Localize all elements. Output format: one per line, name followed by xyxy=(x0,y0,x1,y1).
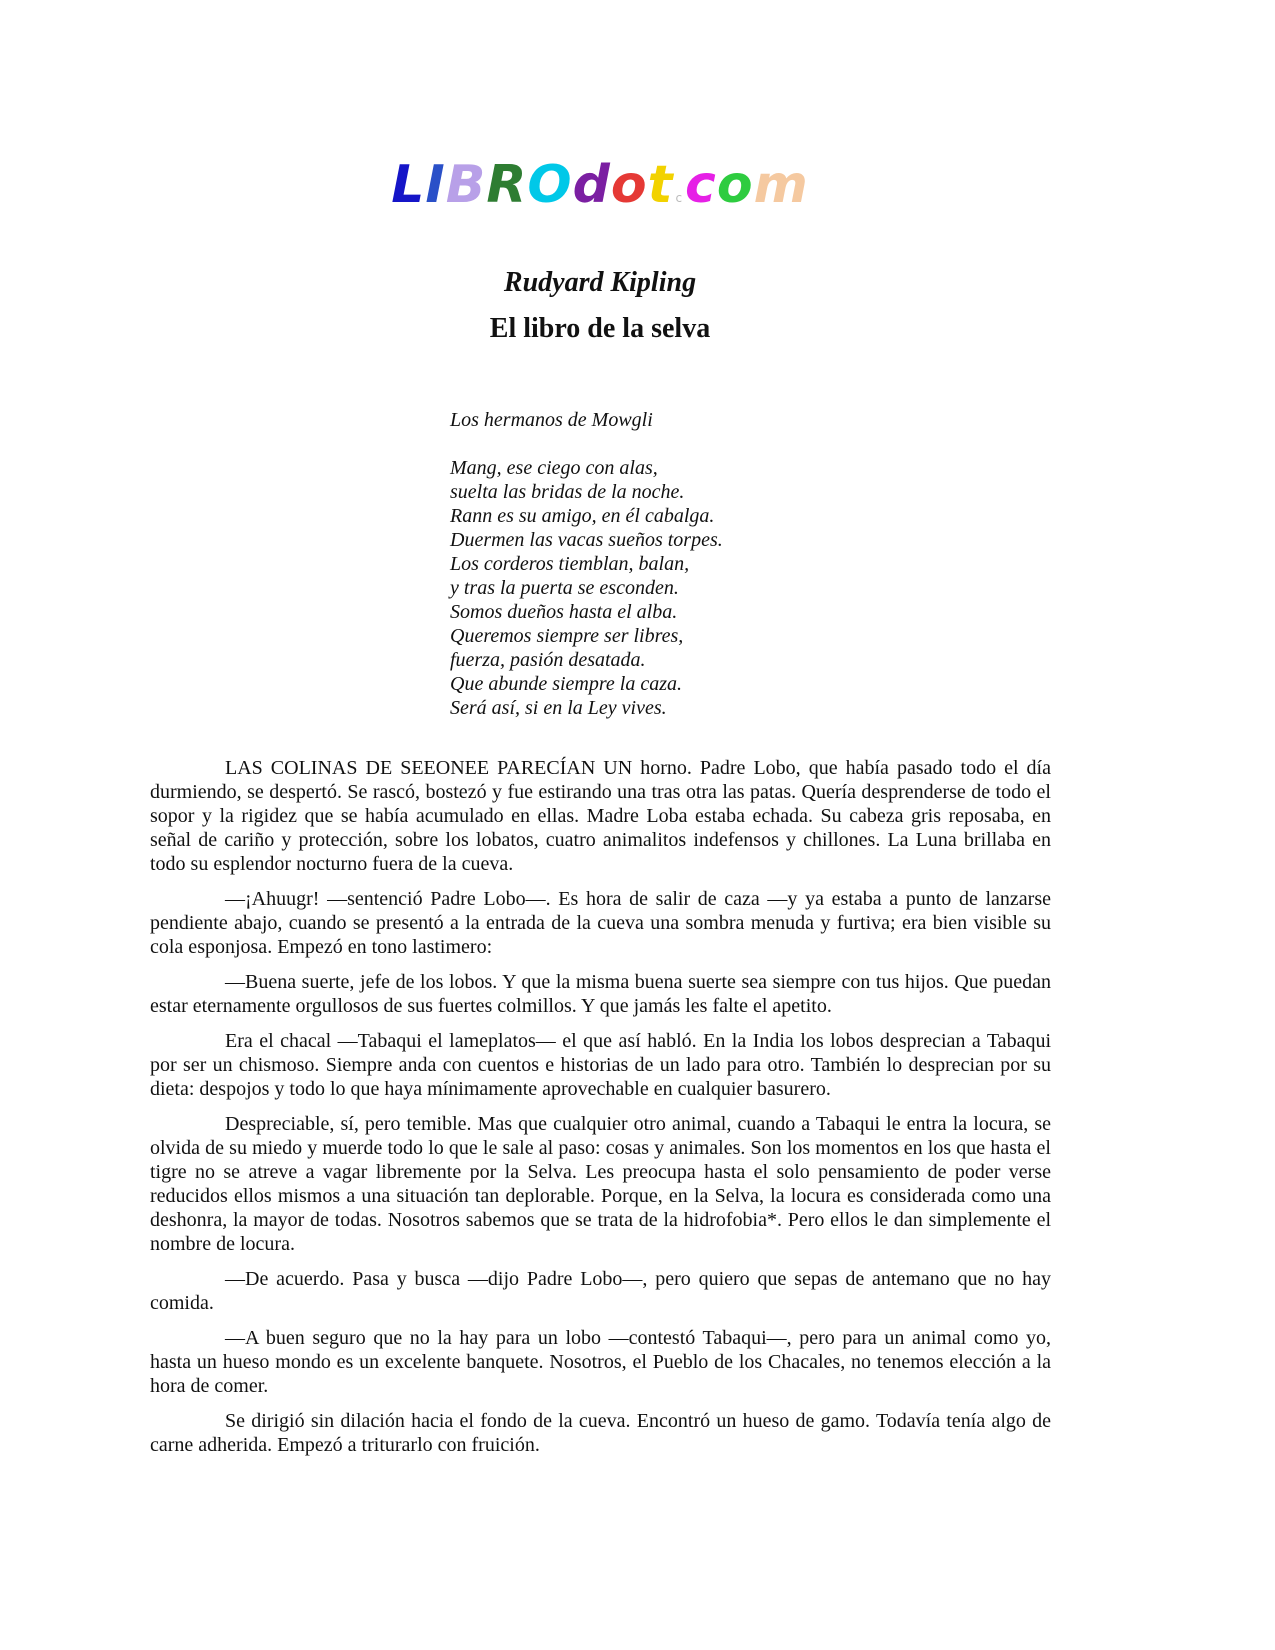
logo-letter: O xyxy=(527,155,573,215)
author-name: Rudyard Kipling xyxy=(503,267,697,298)
poem-line: suelta las bridas de la noche. xyxy=(450,481,685,503)
body-paragraph: —A buen seguro que no la hay para un lobo —contestó Tabaqui—, pero para un animal como yo, hasta un hueso mondo es un excelente banquete. Nosotros, el Pueblo de los Chacales, no tenemos elección a la hora de comer. xyxy=(150,1327,1051,1397)
logo-letter: B xyxy=(445,155,487,215)
logo-letter: o xyxy=(716,155,754,215)
poem-line: Será así, si en la Ley vives. xyxy=(450,697,667,719)
logo-copyright-mark: c xyxy=(675,191,684,205)
body-text xyxy=(150,756,1051,1468)
logo-letter: L xyxy=(391,155,426,215)
book-title: El libro de la selva xyxy=(489,313,711,344)
poem-line: Duermen las vacas sueños torpes. xyxy=(450,529,723,551)
chapter-title: Los hermanos de Mowgli xyxy=(450,409,653,431)
logo-letter: t xyxy=(647,155,674,215)
logo-letter: R xyxy=(486,155,528,215)
body-paragraph: —Buena suerte, jefe de los lobos. Y que la misma buena suerte sea siempre con tus hijos. Que puedan estar eternamente orgullosos de sus fuertes colmillos. Y que jamás les falte el apetito. xyxy=(150,971,1051,1017)
site-logo xyxy=(0,150,1200,233)
poem-line: Los corderos tiemblan, balan, xyxy=(450,553,690,575)
body-paragraph: LAS COLINAS DE SEEONEE PARECÍAN UN horno. Padre Lobo, que había pasado todo el día durmiendo, se despertó. Se rascó, bostezó y fue estirando una tras otra las patas. Quería desprenderse de todo el sopor y la rigidez que se había acumulado en ellas. Madre Loba estaba echada. Su cabeza gris reposaba, en señal de cariño y protección, sobre los lobatos, cuatro animalitos indefensos y chillones. La Luna brillaba en todo su esplendor nocturno fuera de la cueva. xyxy=(150,757,1051,875)
logo-letter: c xyxy=(685,155,717,215)
poem-line: fuerza, pasión desatada. xyxy=(450,649,646,671)
body-paragraph: Era el chacal —Tabaqui el lameplatos— el que así habló. En la India los lobos desprecian a Tabaqui por ser un chismoso. Siempre anda con cuentos e historias de un lado para otro. También lo desprecian por su dieta: despojos y todo lo que haya mínimamente aprovechable en cualquier basurero. xyxy=(150,1030,1051,1100)
body-paragraph: Despreciable, sí, pero temible. Mas que cualquier otro animal, cuando a Tabaqui le entra la locura, se olvida de su miedo y muerde todo lo que le sale al paso: cosas y animales. Son los momentos en los que hasta el tigre no se atreve a vagar libremente por la Selva. Les preocupa hasta el solo pensamiento de poder verse reducidos ellos mismos a una situación tan deplorable. Porque, en la Selva, la locura es considerada como una deshonra, la mayor de todas. Nosotros sabemos que se trata de la hidrofobia*. Pero ellos le dan simplemente el nombre de locura. xyxy=(150,1113,1051,1255)
logo-letter: I xyxy=(425,155,446,215)
logo-letter: m xyxy=(753,155,809,215)
poem-line: Mang, ese ciego con alas, xyxy=(450,457,658,479)
poem-line: y tras la puerta se esconden. xyxy=(450,577,679,599)
poem-line: Somos dueños hasta el alba. xyxy=(450,601,678,623)
body-paragraph: —¡Ahuugr! —sentenció Padre Lobo—. Es hora de salir de caza —y ya estaba a punto de lanzarse pendiente abajo, cuando se presentó a la entrada de la cueva una sombra menuda y furtiva; era bien visible su cola esponjosa. Empezó en tono lastimero: xyxy=(150,888,1051,958)
logo-letter: o xyxy=(610,155,648,215)
poem-line: Queremos siempre ser libres, xyxy=(450,625,684,647)
body-paragraph: —De acuerdo. Pasa y busca —dijo Padre Lobo—, pero quiero que sepas de antemano que no hay comida. xyxy=(150,1268,1051,1314)
epigraph-poem xyxy=(450,456,723,720)
body-paragraph: Se dirigió sin dilación hacia el fondo de la cueva. Encontró un hueso de gamo. Todavía tenía algo de carne adherida. Empezó a triturarlo con fruición. xyxy=(150,1410,1051,1456)
poem-line: Que abunde siempre la caza. xyxy=(450,673,682,695)
poem-line: Rann es su amigo, en él cabalga. xyxy=(450,505,715,527)
logo-letter: d xyxy=(572,155,611,215)
